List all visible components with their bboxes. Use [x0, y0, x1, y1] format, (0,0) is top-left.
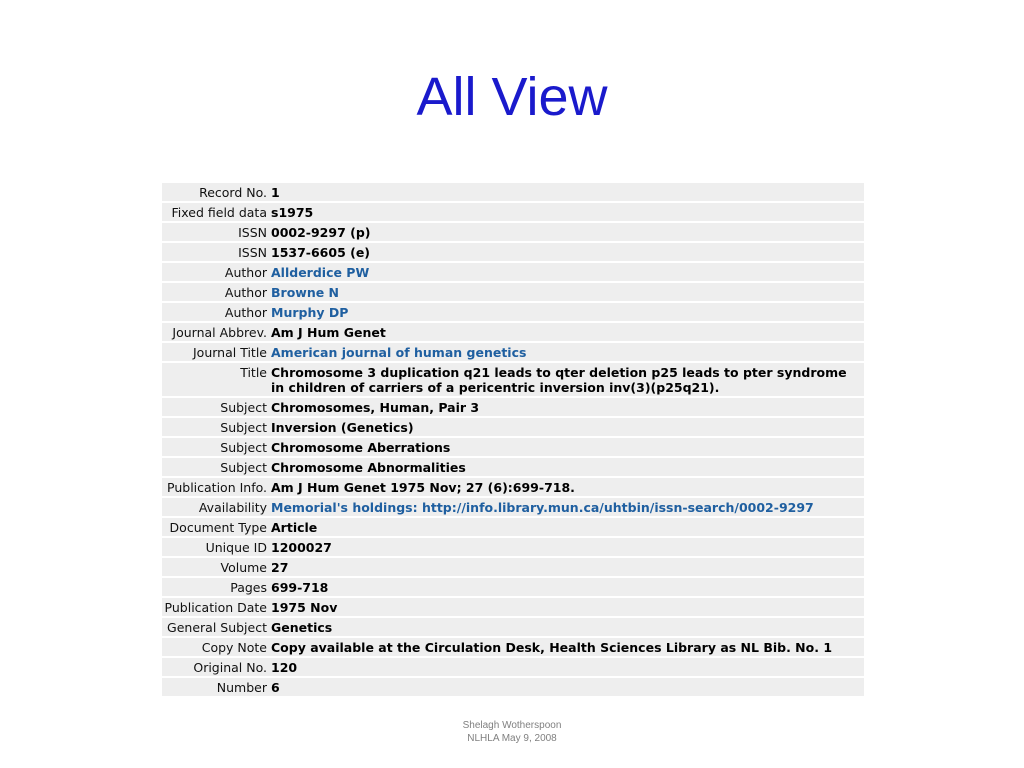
field-value: 6: [270, 678, 864, 696]
field-value: 1: [270, 183, 864, 201]
record-row: [162, 183, 864, 201]
field-label: Title: [162, 363, 270, 396]
field-value: 120: [270, 658, 864, 676]
record-row: [162, 538, 864, 556]
field-value: Am J Hum Genet: [270, 323, 864, 341]
field-label: General Subject: [162, 618, 270, 636]
record-row: [162, 223, 864, 241]
field-value: Chromosome 3 duplication q21 leads to qter deletion p25 leads to pter syndrome in children of carriers of a pericentric inversion inv(3)(p25q21).: [270, 363, 864, 396]
record-row: [162, 458, 864, 476]
field-label: Publication Info.: [162, 478, 270, 496]
footer-event-date: NLHLA May 9, 2008: [467, 733, 557, 744]
record-row: [162, 203, 864, 221]
record-row: [162, 558, 864, 576]
field-label: Record No.: [162, 183, 270, 201]
record-row: [162, 478, 864, 496]
journal-title-link[interactable]: American journal of human genetics: [270, 343, 864, 361]
field-value: s1975: [270, 203, 864, 221]
field-label: Pages: [162, 578, 270, 596]
field-label: Number: [162, 678, 270, 696]
field-label: Original No.: [162, 658, 270, 676]
record-row: [162, 343, 864, 361]
field-value: 0002-9297 (p): [270, 223, 864, 241]
field-label: Document Type: [162, 518, 270, 536]
record-row: [162, 678, 864, 696]
record-row: [162, 598, 864, 616]
field-label: Subject: [162, 418, 270, 436]
record-row: [162, 283, 864, 301]
record-row: [162, 398, 864, 416]
field-label: Journal Abbrev.: [162, 323, 270, 341]
field-value: Chromosome Abnormalities: [270, 458, 864, 476]
field-label: Author: [162, 283, 270, 301]
record-row: [162, 243, 864, 261]
field-value: 699-718: [270, 578, 864, 596]
field-label: Author: [162, 263, 270, 281]
record-row: [162, 638, 864, 656]
record-table: [162, 181, 864, 698]
field-label: Fixed field data: [162, 203, 270, 221]
field-label: Availability: [162, 498, 270, 516]
field-label: Author: [162, 303, 270, 321]
field-value: 1975 Nov: [270, 598, 864, 616]
field-value: Genetics: [270, 618, 864, 636]
field-value: Copy available at the Circulation Desk, Health Sciences Library as NL Bib. No. 1: [270, 638, 864, 656]
record-row: [162, 263, 864, 281]
field-value: Inversion (Genetics): [270, 418, 864, 436]
record-row: [162, 498, 864, 516]
field-value: 1537-6605 (e): [270, 243, 864, 261]
field-value: 27: [270, 558, 864, 576]
field-label: Subject: [162, 458, 270, 476]
field-value: Am J Hum Genet 1975 Nov; 27 (6):699-718.: [270, 478, 864, 496]
field-value: Chromosome Aberrations: [270, 438, 864, 456]
field-value: 1200027: [270, 538, 864, 556]
author-link[interactable]: Browne N: [270, 283, 864, 301]
record-row: [162, 658, 864, 676]
author-link[interactable]: Murphy DP: [270, 303, 864, 321]
record-row: [162, 303, 864, 321]
field-label: Subject: [162, 438, 270, 456]
slide-footer: [0, 719, 1024, 745]
field-label: Volume: [162, 558, 270, 576]
record-table-body: [162, 183, 864, 696]
record-row: [162, 323, 864, 341]
field-label: Subject: [162, 398, 270, 416]
record-row: [162, 363, 864, 396]
field-label: Copy Note: [162, 638, 270, 656]
field-label: Unique ID: [162, 538, 270, 556]
record-row: [162, 418, 864, 436]
record-row: [162, 438, 864, 456]
field-label: Journal Title: [162, 343, 270, 361]
availability-link[interactable]: Memorial's holdings: http://info.library.mun.ca/uhtbin/issn-search/0002-9297: [270, 498, 864, 516]
record-row: [162, 578, 864, 596]
field-value: Chromosomes, Human, Pair 3: [270, 398, 864, 416]
field-label: Publication Date: [162, 598, 270, 616]
author-link[interactable]: Allderdice PW: [270, 263, 864, 281]
record-row: [162, 618, 864, 636]
field-value: Article: [270, 518, 864, 536]
field-label: ISSN: [162, 223, 270, 241]
record-row: [162, 518, 864, 536]
slide-title: All View: [416, 67, 608, 127]
field-label: ISSN: [162, 243, 270, 261]
footer-author: Shelagh Wotherspoon: [462, 720, 562, 731]
